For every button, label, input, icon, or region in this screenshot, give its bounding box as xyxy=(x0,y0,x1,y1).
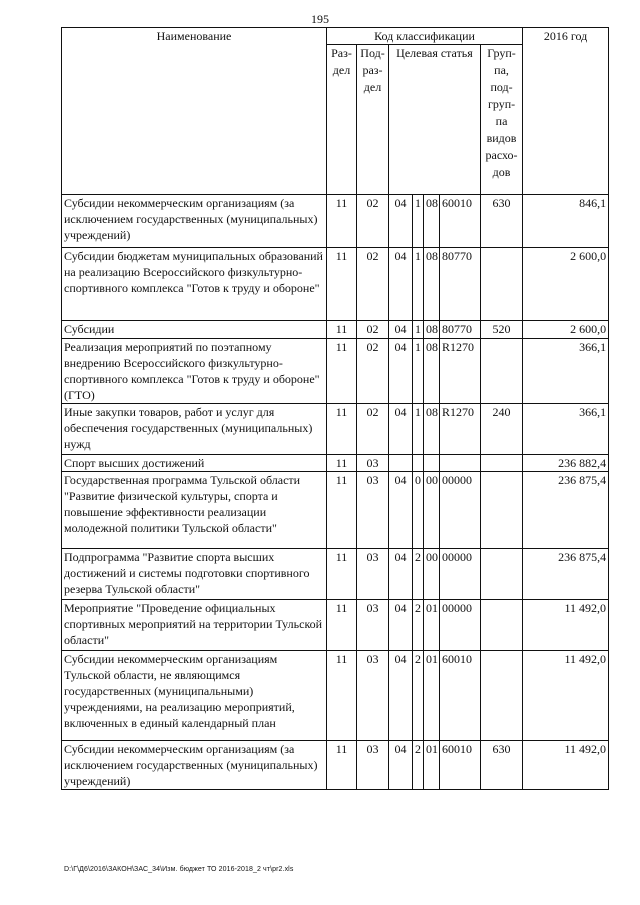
row-amount: 846,1 xyxy=(523,195,609,248)
row-podrazdel: 02 xyxy=(357,195,389,248)
row-expense-group: 240 xyxy=(481,404,523,455)
table-row xyxy=(62,404,609,455)
row-target-direction: 80770 xyxy=(440,321,481,339)
row-name: Подпрограмма "Развитие спорта высших достижений и системы подготовки спортивного резерва Тульской области" xyxy=(62,549,327,600)
table-row xyxy=(62,741,609,790)
row-expense-group xyxy=(481,651,523,741)
row-razdel: 11 xyxy=(327,339,357,404)
row-amount: 236 875,4 xyxy=(523,549,609,600)
row-target-program xyxy=(389,455,413,472)
row-target-direction: 60010 xyxy=(440,195,481,248)
row-target-event: 08 xyxy=(424,195,440,248)
row-target-direction: 00000 xyxy=(440,600,481,651)
row-target-program: 04 xyxy=(389,339,413,404)
row-amount: 366,1 xyxy=(523,339,609,404)
header-year: 2016 год xyxy=(523,28,609,195)
row-razdel: 11 xyxy=(327,455,357,472)
header-name: Наименование xyxy=(62,28,327,195)
row-razdel: 11 xyxy=(327,741,357,790)
row-target-subprogram: 1 xyxy=(413,248,424,321)
row-target-direction: R1270 xyxy=(440,404,481,455)
page-number: 195 xyxy=(311,12,329,26)
row-podrazdel: 03 xyxy=(357,600,389,651)
row-podrazdel: 02 xyxy=(357,248,389,321)
row-podrazdel: 03 xyxy=(357,472,389,549)
row-target-program: 04 xyxy=(389,404,413,455)
row-target-program: 04 xyxy=(389,321,413,339)
row-name: Субсидии бюджетам муниципальных образований на реализацию Всероссийского физкультурно-спортивного комплекса "Готов к труду и обороне" xyxy=(62,248,327,321)
row-target-direction: 60010 xyxy=(440,651,481,741)
row-amount: 2 600,0 xyxy=(523,248,609,321)
row-podrazdel: 02 xyxy=(357,321,389,339)
row-target-direction: 00000 xyxy=(440,472,481,549)
row-expense-group xyxy=(481,600,523,651)
header-razdel: Раз- дел xyxy=(327,45,357,195)
budget-table xyxy=(61,27,609,790)
table-row xyxy=(62,472,609,549)
row-target-event: 00 xyxy=(424,472,440,549)
row-expense-group xyxy=(481,248,523,321)
header-target: Целевая статья xyxy=(389,45,481,195)
row-name: Мероприятие "Проведение официальных спортивных мероприятий на территории Тульской области" xyxy=(62,600,327,651)
row-target-direction: 00000 xyxy=(440,549,481,600)
row-target-subprogram: 1 xyxy=(413,339,424,404)
header-code-group: Код классификации xyxy=(327,28,523,45)
row-expense-group xyxy=(481,339,523,404)
row-target-program: 04 xyxy=(389,600,413,651)
row-target-event: 01 xyxy=(424,600,440,651)
row-target-event: 08 xyxy=(424,339,440,404)
row-name: Государственная программа Тульской области "Развитие физической культуры, спорта и повышение эффективности реализации молодежной политики Тульской области" xyxy=(62,472,327,549)
row-target-program: 04 xyxy=(389,741,413,790)
row-target-subprogram xyxy=(413,455,424,472)
row-amount: 236 882,4 xyxy=(523,455,609,472)
row-target-subprogram: 1 xyxy=(413,404,424,455)
file-path-footer: D:\Г\Д6\2016\ЗАКОН\ЗАС_34\Изм. бюджет ТО 2016-2018_2 чт\pr2.xls xyxy=(64,866,294,873)
row-name: Субсидии xyxy=(62,321,327,339)
row-amount: 2 600,0 xyxy=(523,321,609,339)
row-target-subprogram: 1 xyxy=(413,321,424,339)
row-name: Спорт высших достижений xyxy=(62,455,327,472)
row-amount: 11 492,0 xyxy=(523,651,609,741)
row-amount: 11 492,0 xyxy=(523,600,609,651)
row-amount: 366,1 xyxy=(523,404,609,455)
row-expense-group: 630 xyxy=(481,741,523,790)
row-target-event: 01 xyxy=(424,741,440,790)
row-podrazdel: 03 xyxy=(357,455,389,472)
row-target-direction: 80770 xyxy=(440,248,481,321)
table-row xyxy=(62,321,609,339)
row-razdel: 11 xyxy=(327,651,357,741)
table-row xyxy=(62,600,609,651)
row-target-event: 08 xyxy=(424,321,440,339)
row-target-subprogram: 1 xyxy=(413,195,424,248)
row-target-subprogram: 0 xyxy=(413,472,424,549)
row-podrazdel: 02 xyxy=(357,404,389,455)
table-row xyxy=(62,339,609,404)
row-expense-group xyxy=(481,549,523,600)
row-podrazdel: 03 xyxy=(357,549,389,600)
row-target-program: 04 xyxy=(389,472,413,549)
row-target-program: 04 xyxy=(389,549,413,600)
row-amount: 11 492,0 xyxy=(523,741,609,790)
row-target-program: 04 xyxy=(389,651,413,741)
row-target-program: 04 xyxy=(389,195,413,248)
row-name: Реализация мероприятий по поэтапному внедрению Всероссийского физкультурно-спортивного комплекса "Готов к труду и обороне" (ГТО) xyxy=(62,339,327,404)
row-razdel: 11 xyxy=(327,549,357,600)
row-target-event: 08 xyxy=(424,404,440,455)
row-target-direction: 60010 xyxy=(440,741,481,790)
row-podrazdel: 03 xyxy=(357,651,389,741)
table-row xyxy=(62,195,609,248)
row-name: Иные закупки товаров, работ и услуг для обеспечения государственных (муниципальных) нужд xyxy=(62,404,327,455)
row-target-event: 08 xyxy=(424,248,440,321)
row-target-subprogram: 2 xyxy=(413,651,424,741)
row-razdel: 11 xyxy=(327,472,357,549)
table-row xyxy=(62,651,609,741)
row-razdel: 11 xyxy=(327,404,357,455)
row-target-subprogram: 2 xyxy=(413,741,424,790)
header-group: Груп- па, под- груп- па видов расхо- дов xyxy=(481,45,523,195)
row-target-event: 00 xyxy=(424,549,440,600)
row-expense-group: 520 xyxy=(481,321,523,339)
row-expense-group xyxy=(481,455,523,472)
row-expense-group xyxy=(481,472,523,549)
row-podrazdel: 03 xyxy=(357,741,389,790)
row-podrazdel: 02 xyxy=(357,339,389,404)
row-razdel: 11 xyxy=(327,248,357,321)
row-razdel: 11 xyxy=(327,195,357,248)
row-target-subprogram: 2 xyxy=(413,600,424,651)
row-target-direction: R1270 xyxy=(440,339,481,404)
table-row xyxy=(62,549,609,600)
table-body xyxy=(62,195,609,790)
row-name: Субсидии некоммерческим организациям Тульской области, не являющимся государственных (муниципальными) учреждениями, на реализацию мероприятий, включенных в единый календарный план xyxy=(62,651,327,741)
row-name: Субсидии некоммерческим организациям (за исключением государственных (муниципальных) учреждений) xyxy=(62,741,327,790)
row-target-event xyxy=(424,455,440,472)
row-amount: 236 875,4 xyxy=(523,472,609,549)
row-target-event: 01 xyxy=(424,651,440,741)
table-row xyxy=(62,248,609,321)
row-target-direction xyxy=(440,455,481,472)
row-target-subprogram: 2 xyxy=(413,549,424,600)
header-podrazdel: Под- раз- дел xyxy=(357,45,389,195)
row-target-program: 04 xyxy=(389,248,413,321)
row-name: Субсидии некоммерческим организациям (за исключением государственных (муниципальных) учреждений) xyxy=(62,195,327,248)
row-expense-group: 630 xyxy=(481,195,523,248)
row-razdel: 11 xyxy=(327,321,357,339)
row-razdel: 11 xyxy=(327,600,357,651)
table-row xyxy=(62,455,609,472)
